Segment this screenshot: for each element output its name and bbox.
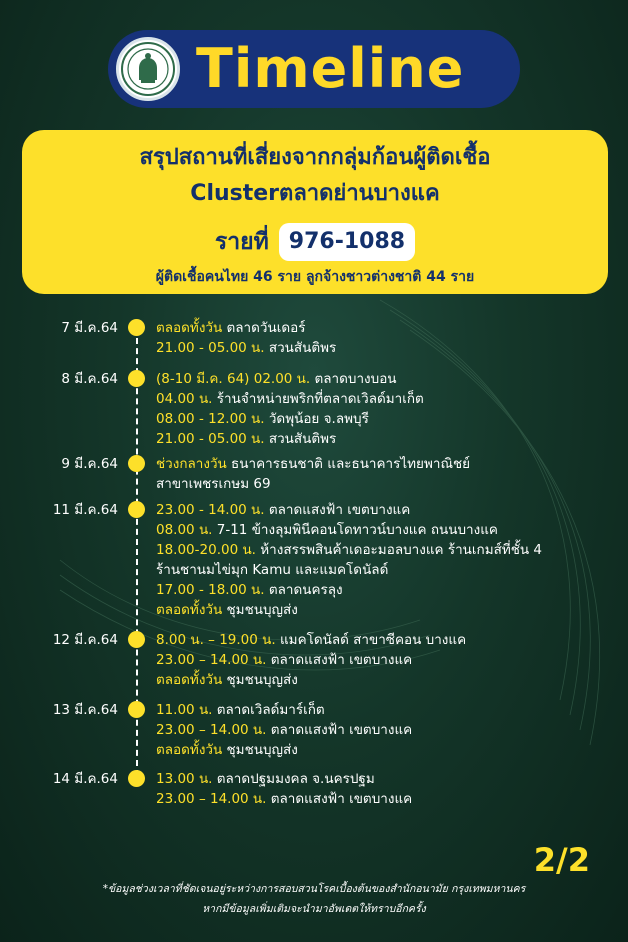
entry-time: ตลอดทั้งวัน bbox=[156, 320, 223, 336]
timeline-entry bbox=[156, 670, 616, 690]
entry-place: แมคโดนัลด์ สาขาซีคอน บางแค bbox=[275, 632, 467, 648]
timeline-entry bbox=[156, 520, 616, 540]
timeline-date: 7 มี.ค.64 bbox=[61, 320, 118, 336]
entry-time: 04.00 น. bbox=[156, 391, 213, 407]
timeline-date: 11 มี.ค.64 bbox=[52, 502, 118, 518]
entry-time: 8.00 น. – 19.00 น. bbox=[156, 632, 276, 648]
timeline-entry bbox=[156, 630, 616, 650]
entry-time: 08.00 - 12.00 น. bbox=[156, 411, 265, 427]
bangkok-seal-icon bbox=[116, 37, 180, 101]
footnote-line-1: *ข้อมูลช่วงเวลาที่ชัดเจนอยู่ระหว่างการสอบสวนโรคเบื้องต้นของสำนักอนามัย กรุงเทพมหานคร bbox=[102, 883, 526, 895]
entry-time: ช่วงกลางวัน bbox=[156, 456, 227, 472]
entry-time: 18.00-20.00 น. bbox=[156, 542, 256, 558]
case-range-row bbox=[22, 222, 608, 262]
timeline-dot-icon bbox=[128, 701, 145, 718]
timeline-entry bbox=[156, 650, 616, 670]
timeline-entry bbox=[156, 540, 616, 560]
entry-time: (8-10 มี.ค. 64) 02.00 น. bbox=[156, 371, 311, 387]
timeline-entry bbox=[156, 369, 616, 389]
entry-time: 23.00 – 14.00 น. bbox=[156, 791, 267, 807]
timeline-entries bbox=[156, 454, 616, 494]
summary-heading: สรุปสถานที่เสี่ยงจากกลุ่มก้อนผู้ติดเชื้อ bbox=[139, 145, 491, 170]
entry-place: สวนสันติพร bbox=[264, 431, 337, 447]
entry-time: 11.00 น. bbox=[156, 702, 213, 718]
timeline-dot-icon bbox=[128, 455, 145, 472]
case-range-badge: 976-1088 bbox=[279, 223, 415, 261]
entry-time: 21.00 - 05.00 น. bbox=[156, 340, 265, 356]
entry-place: ตลาดวันเดอร์ bbox=[222, 320, 306, 336]
timeline-entry bbox=[156, 454, 616, 474]
entry-place: ร้านชานมไข่มุก Kamu และแมคโดนัลด์ bbox=[156, 562, 389, 578]
entry-time: 13.00 น. bbox=[156, 771, 213, 787]
entry-place: ตลาดแสงฟ้า เขตบางแค bbox=[264, 502, 411, 518]
entry-place: ชุมชนบุญส่ง bbox=[222, 742, 298, 758]
entry-place: สวนสันติพร bbox=[264, 340, 337, 356]
timeline-dot-icon bbox=[128, 370, 145, 387]
timeline-date: 8 มี.ค.64 bbox=[61, 371, 118, 387]
timeline-date: 14 มี.ค.64 bbox=[52, 771, 118, 787]
timeline-dot-icon bbox=[128, 770, 145, 787]
entry-time: 21.00 - 05.00 น. bbox=[156, 431, 265, 447]
entry-place: 7-11 ข้างลุมพินีคอนโดทาวน์บางแค ถนนบางแค bbox=[212, 522, 498, 538]
timeline-dot-icon bbox=[128, 501, 145, 518]
page-indicator: 2/2 bbox=[533, 841, 590, 879]
footnote-line-2: หากมีข้อมูลเพิ่มเติมจะนำมาอัพเดตให้ทราบอีกครั้ง bbox=[202, 903, 426, 915]
timeline-entries bbox=[156, 630, 616, 690]
entry-place: ธนาคารธนชาติ และธนาคารไทยพาณิชย์ bbox=[226, 456, 471, 472]
entry-place: ชุมชนบุญส่ง bbox=[222, 672, 298, 688]
timeline-entry bbox=[156, 740, 616, 760]
entry-time: 23.00 – 14.00 น. bbox=[156, 722, 267, 738]
timeline-entry bbox=[156, 580, 616, 600]
entry-time: ตลอดทั้งวัน bbox=[156, 742, 223, 758]
entry-time: ตลอดทั้งวัน bbox=[156, 602, 223, 618]
entry-time: 23.00 – 14.00 น. bbox=[156, 652, 267, 668]
timeline-entry bbox=[156, 318, 616, 338]
entry-place: ห้างสรรพสินค้าเดอะมอลบางแค ร้านเกมส์ที่ชั้น 4 bbox=[255, 542, 543, 558]
timeline-entry bbox=[156, 769, 616, 789]
timeline-entry bbox=[156, 429, 616, 449]
cluster-name: Clusterตลาดย่านบางแค bbox=[190, 181, 440, 206]
entry-place: ตลาดแสงฟ้า เขตบางแค bbox=[266, 791, 413, 807]
timeline-entry bbox=[156, 720, 616, 740]
entry-place: ตลาดปฐมมงคล จ.นครปฐม bbox=[212, 771, 375, 787]
timeline-entry bbox=[156, 338, 616, 358]
case-range-label: รายที่ bbox=[214, 229, 269, 255]
timeline-entries bbox=[156, 700, 616, 760]
timeline-entry bbox=[156, 600, 616, 620]
timeline-entry bbox=[156, 789, 616, 809]
entry-time: 08.00 น. bbox=[156, 522, 213, 538]
timeline-dot-icon bbox=[128, 319, 145, 336]
entry-place: วัดพุน้อย จ.ลพบุรี bbox=[264, 411, 369, 427]
infection-breakdown: ผู้ติดเชื้อคนไทย 46 ราย ลูกจ้างชาวต่างชาติ 44 ราย bbox=[155, 269, 475, 285]
timeline-entries bbox=[156, 369, 616, 449]
timeline-entry bbox=[156, 474, 616, 494]
entry-time: 17.00 - 18.00 น. bbox=[156, 582, 265, 598]
entry-place: ตลาดแสงฟ้า เขตบางแค bbox=[266, 652, 413, 668]
entry-time: 23.00 - 14.00 น. bbox=[156, 502, 265, 518]
timeline-entry bbox=[156, 389, 616, 409]
timeline-entries bbox=[156, 500, 616, 620]
header-pill bbox=[108, 30, 520, 108]
timeline-entry bbox=[156, 700, 616, 720]
timeline-date: 13 มี.ค.64 bbox=[52, 702, 118, 718]
timeline-entries bbox=[156, 769, 616, 809]
entry-place: ชุมชนบุญส่ง bbox=[222, 602, 298, 618]
entry-place: สาขาเพชรเกษม 69 bbox=[156, 476, 271, 492]
timeline-date: 12 มี.ค.64 bbox=[52, 632, 118, 648]
header-title: Timeline bbox=[196, 37, 465, 100]
entry-place: ตลาดบางบอน bbox=[310, 371, 397, 387]
timeline-entries bbox=[156, 318, 616, 358]
summary-card bbox=[22, 130, 608, 294]
entry-place: ตลาดแสงฟ้า เขตบางแค bbox=[266, 722, 413, 738]
entry-time: ตลอดทั้งวัน bbox=[156, 672, 223, 688]
timeline-entry bbox=[156, 409, 616, 429]
entry-place: ตลาดนครลุง bbox=[264, 582, 343, 598]
entry-place: ตลาดเวิลด์มาร์เก็ต bbox=[212, 702, 325, 718]
timeline-date: 9 มี.ค.64 bbox=[61, 456, 118, 472]
timeline-dot-icon bbox=[128, 631, 145, 648]
timeline-entry bbox=[156, 560, 616, 580]
entry-place: ร้านจำหน่ายพริกที่ตลาดเวิลด์มาเก็ต bbox=[212, 391, 424, 407]
timeline-entry bbox=[156, 500, 616, 520]
